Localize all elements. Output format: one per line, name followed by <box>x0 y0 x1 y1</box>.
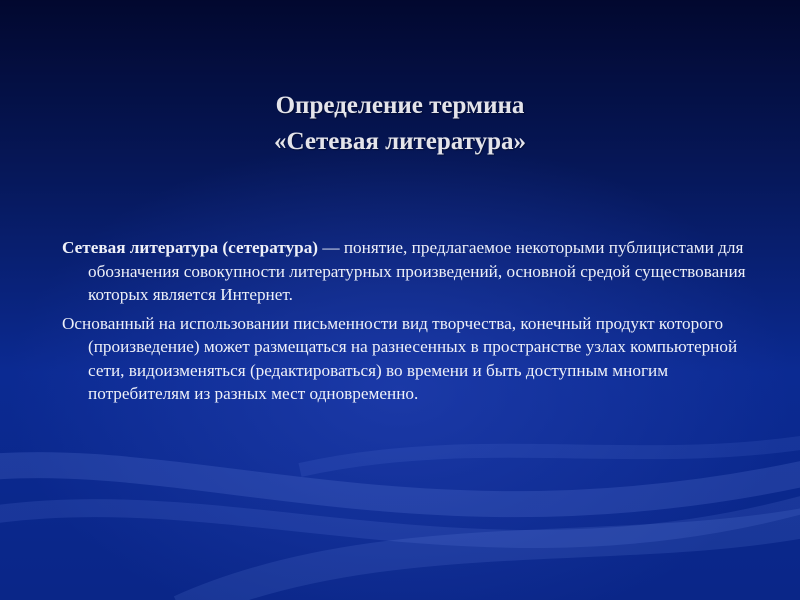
description-paragraph <box>62 312 752 406</box>
slide-title-line-2: «Сетевая литература» <box>273 128 527 155</box>
definition-term: Сетевая литература (сетература) <box>62 238 319 257</box>
slide-body <box>62 236 752 411</box>
definition-paragraph <box>62 236 752 307</box>
slide-title <box>0 88 800 160</box>
description-text: Основанный на использовании письменности вид творчества, конечный продукт которого (произведение) может размещаться на разнесенных в пространстве узлах компьютерной сети, видоизменяться (редактироваться) во времени и быть доступным многим потребителям из разных мест одновременно. <box>62 313 738 403</box>
slide-title-line-1: Определение термина <box>275 92 525 119</box>
definition-text: — понятие, предлагаемое некоторыми публицистами для обозначения совокупности литературных произведений, основной средой существования которых является Интернет. <box>88 238 746 304</box>
